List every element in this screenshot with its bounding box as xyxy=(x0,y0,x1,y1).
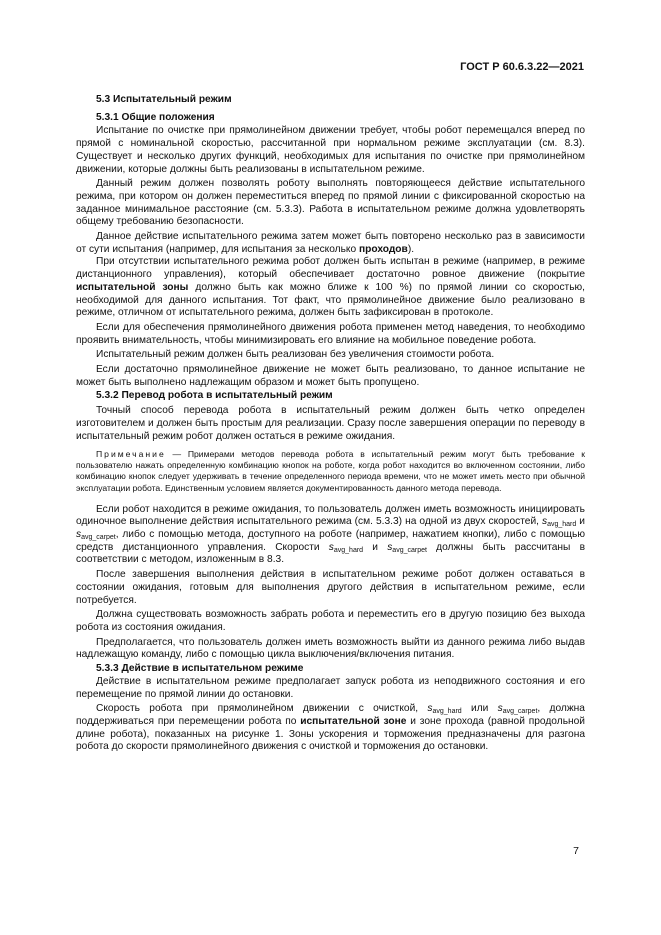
term-test-zone: испытательной зоне xyxy=(300,715,407,727)
note-label: Примечание xyxy=(96,449,166,460)
paragraph: Действие в испытательном режиме предполагает запуск робота из неподвижного состояния и его перемещение по прямой линии до остановки. xyxy=(76,675,585,700)
term-passes: проходов xyxy=(359,243,408,255)
paragraph: После завершения выполнения действия в испытательном режиме робот должен оставаться в состоянии ожидания, готовым для выполнения другого действия в испытательном режиме, если потребуется. xyxy=(76,569,585,606)
paragraph: Данное действие испытательного режима затем может быть повторено несколько раз в зависимости от сути испытания (например, для испытания за несколько проходов). xyxy=(76,231,585,255)
section-5-3-2-heading: 5.3.2 Перевод робота в испытательный режим xyxy=(96,390,333,402)
paragraph: При отсутствии испытательного режима робот должен быть испытан в режиме (например, в режиме дистанционного управления), который обеспечивает достаточно ровное движение (покрытие испытательной зоны должно быть как можно ближе к 100 %) по прямой линии со скоростью, необходимой для данного испытания. Тот факт, что прямолинейное движение было реализовано в режиме, отличном от испытательного режима, должен быть зафиксирован в протоколе. xyxy=(76,256,586,319)
paragraph: Если для обеспечения прямолинейного движения робота применен метод наведения, то необходимо проявить внимательность, чтобы минимизировать его влияние на мобильное поведение робота. xyxy=(76,321,585,346)
note: Примечание — Примерами методов перевода робота в испытательный режим могут быть требование к пользователю нажать определенную комбинацию кнопок на роботе, когда робот находится во включенном состоянии, либо комбинацию кнопок следует удерживать в течение определенного периода времени, что не может иметь место при обычной эксплуатации робота. Единственным условием является документированность данного метода перевода. xyxy=(76,449,585,493)
term-test-zone: испытательной зоны xyxy=(76,281,189,293)
section-5-3-heading: 5.3 Испытательный режим xyxy=(96,94,232,105)
document-body xyxy=(76,94,585,754)
section-5-3-1-heading: 5.3.1 Общие положения xyxy=(96,111,215,123)
page-number: 7 xyxy=(573,845,579,857)
paragraph: Испытание по очистке при прямолинейном движении требует, чтобы робот перемещался вперед по прямой с номинальной скоростью, рассчитанной при нормальном режиме эксплуатации (см. 8.3). Существует и несколько других функций, необходимых для испытания по очистке при прямолинейном движении, которые должны быть реализованы в испытательном режиме. xyxy=(76,125,585,175)
standard-header: ГОСТ Р 60.6.3.22—2021 xyxy=(460,61,584,73)
paragraph: Данный режим должен позволять роботу выполнять повторяющееся действие испытательного режима, при котором он должен переместиться вперед по прямой линии с фиксированной скоростью на заданное минимальное расстояние (см. 5.3.3). Работа в испытательном режиме должна удовлетворять общему требованию безопасности. xyxy=(76,178,585,228)
paragraph: Скорость робота при прямолинейном движении с очисткой, $s_{avg\_hard}$ или $s_{avg\_carpet}$, должна поддерживаться при перемещении робота по испытательной зоне и зоне прохода (равной продольной длине робота), показанных на рисунке 1. Зоны ускорения и торможения предназначены для разгона робота до скорости прямолинейного движения с очисткой и торможения до остановки. xyxy=(76,703,585,753)
paragraph: Если робот находится в режиме ожидания, то пользователь должен иметь возможность инициировать одиночное выполнение действия испытательного режима (см. 5.3.3) на одной из двух скоростей, $s_{avg\_hard}$ и $s_{avg\_carpet}$, либо с помощью метода, доступного на роботе (например, нажатием кнопки), либо с помощью средств дистанционного управления. Скорости $s_{avg\_hard}$ и $s_{avg\_carpet}$ должны быть рассчитаны в соответствии с методом, изложенным в 8.3. xyxy=(76,503,585,566)
paragraph: Если достаточно прямолинейное движение не может быть реализовано, то данное испытание не может быть выполнено надлежащим образом и может быть пропущено. xyxy=(76,364,585,388)
paragraph: Предполагается, что пользователь должен иметь возможность выйти из данного режима либо выдав надлежащую команду, либо с помощью цикла выключения/включения питания. xyxy=(76,636,585,661)
paragraph: Испытательный режим должен быть реализован без увеличения стоимости робота. xyxy=(96,349,495,361)
paragraph: Должна существовать возможность забрать робота и переместить его в другую позицию без выхода робота из состояния ожидания. xyxy=(76,609,585,633)
section-5-3-3-heading: 5.3.3 Действие в испытательном режиме xyxy=(96,663,304,675)
paragraph: Точный способ перевода робота в испытательный режим должен быть четко определен изготовителем и должен быть простым для реализации. Сразу после завершения операции по переводу в испытательный режим робот должен остаться в режиме ожидания. xyxy=(76,405,585,442)
